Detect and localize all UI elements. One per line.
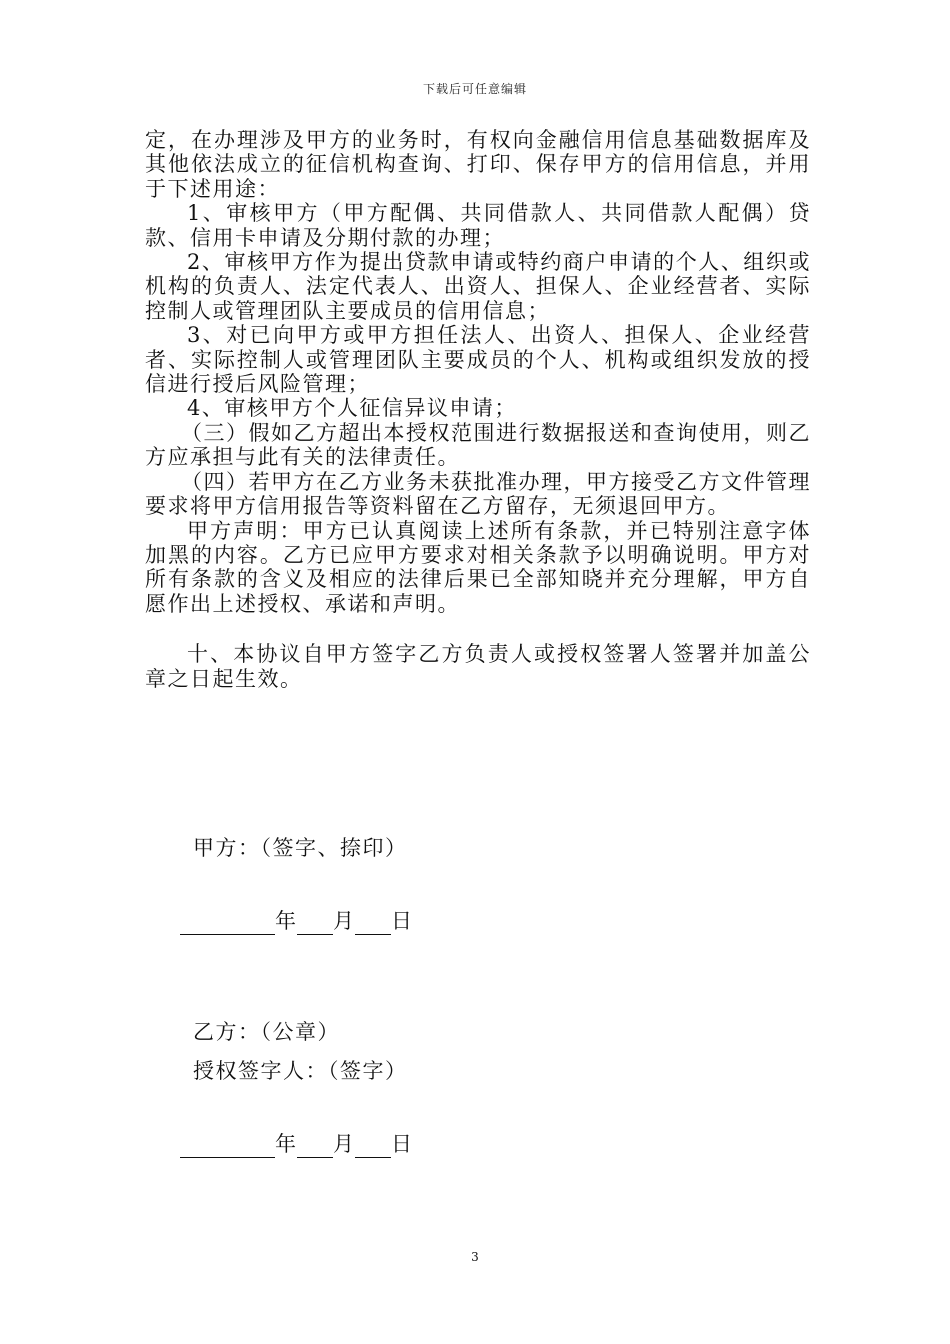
party-a-label: 甲方：（签字、捺印）: [193, 836, 408, 860]
year-blank[interactable]: [180, 1135, 275, 1158]
month-label: 月: [333, 1132, 355, 1156]
paragraph-item-1: 1、审核甲方（甲方配偶、共同借款人、共同借款人配偶）贷款、信用卡申请及分期付款的办理；: [145, 201, 811, 250]
party-a-date-line: [180, 905, 413, 935]
year-label: 年: [275, 909, 297, 933]
party-b-label: 乙方：（公章）: [193, 1020, 340, 1044]
month-label: 月: [333, 909, 355, 933]
page-number: 3: [471, 1250, 479, 1264]
paragraph-item-3: 3、对已向甲方或甲方担任法人、出资人、担保人、企业经营者、实际控制人或管理团队主要成员的个人、机构或组织发放的授信进行授后风险管理；: [145, 323, 811, 397]
paragraph-item-4: 4、审核甲方个人征信异议申请；: [187, 396, 517, 421]
month-blank[interactable]: [297, 1135, 333, 1158]
paragraph-effective: 十、本协议自甲方签字乙方负责人或授权签署人签署并加盖公章之日起生效。: [145, 642, 811, 691]
year-label: 年: [275, 1132, 297, 1156]
authorized-signer-label: 授权签字人：（签字）: [193, 1059, 408, 1083]
day-blank[interactable]: [355, 1135, 391, 1158]
paragraph-clause-3: （三）假如乙方超出本授权范围进行数据报送和查询使用，则乙方应承担与此有关的法律责任。: [145, 420, 811, 470]
month-blank[interactable]: [297, 912, 333, 935]
paragraph-intro: 定，在办理涉及甲方的业务时，有权向金融信用信息基础数据库及其他依法成立的征信机构查询、打印、保存甲方的信用信息，并用于下述用途：: [145, 128, 811, 201]
day-label: 日: [391, 1132, 413, 1156]
document-body: [145, 128, 811, 691]
party-b-date-line: [180, 1128, 413, 1158]
paragraph-clause-4: （四）若甲方在乙方业务未获批准办理，甲方接受乙方文件管理要求将甲方信用报告等资料留在乙方留存，无须退回甲方。: [145, 469, 811, 519]
day-blank[interactable]: [355, 912, 391, 935]
page-header: 下载后可任意编辑: [422, 82, 527, 96]
day-label: 日: [391, 909, 413, 933]
year-blank[interactable]: [180, 912, 275, 935]
paragraph-declaration: 甲方声明：甲方已认真阅读上述所有条款，并已特别注意字体加黑的内容。乙方已应甲方要求对相关条款予以明确说明。甲方对所有条款的含义及相应的法律后果已全部知晓并充分理解，甲方自愿作出上述授权、承诺和声明。: [145, 518, 811, 616]
paragraph-item-2: 2、审核甲方作为提出贷款申请或特约商户申请的个人、组织或机构的负责人、法定代表人、出资人、担保人、企业经营者、实际控制人或管理团队主要成员的信用信息；: [145, 250, 811, 323]
